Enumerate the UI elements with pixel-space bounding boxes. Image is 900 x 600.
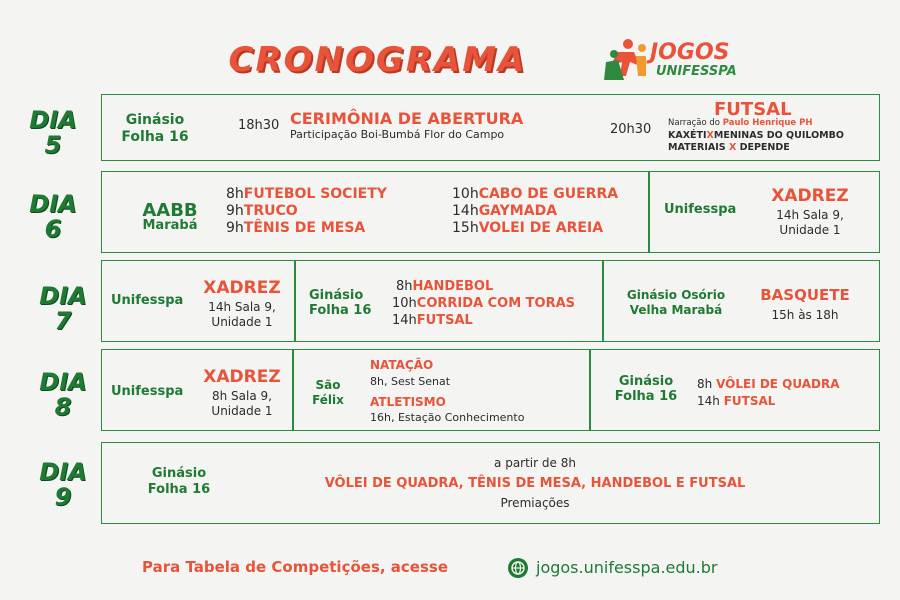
day8-venue-sao-felix: São Félix (312, 378, 344, 407)
day7-basquete-time: 15h às 18h (771, 308, 839, 322)
day5-event-opening: CERIMÔNIA DE ABERTURA (290, 109, 524, 128)
day-label-7: DIA 7 (39, 282, 87, 335)
list-item: 14h FUTSAL (697, 394, 776, 408)
list-item: 10hCORRIDA COM TORAS (392, 296, 576, 311)
day5-time1: 18h30 (238, 118, 280, 133)
divider (292, 349, 294, 431)
divider (648, 171, 650, 253)
day8-venue-ginasio: Ginásio Folha 16 (614, 374, 678, 404)
list-item: 8hHANDEBOL (396, 279, 494, 294)
divider (602, 260, 604, 342)
day6-venue-aabb: AABB Marabá (142, 200, 198, 233)
day7-events (392, 278, 575, 329)
list-item: 14hFUTSAL (392, 313, 473, 328)
list-item: 14hGAYMADA (452, 203, 558, 219)
day8-venue-unifesspa: Unifesspa (111, 384, 184, 399)
day7-event-basquete: BASQUETE (760, 286, 850, 304)
day9-premiacoes: Premiações (500, 496, 570, 510)
day5-time2: 20h30 (610, 122, 652, 137)
footer-website-link[interactable]: jogos.unifesspa.edu.br (536, 558, 718, 577)
day9-time: a partir de 8h (494, 456, 576, 470)
list-item: 10hCABO DE GUERRA (452, 186, 619, 202)
list-item: 8hFUTEBOL SOCIETY (226, 186, 387, 202)
day5-event-opening-sub: Participação Boi-Bumbá Flor do Campo (290, 128, 505, 141)
day6-venue-unifesspa: Unifesspa (664, 202, 737, 217)
day7-venue-ginasio: Ginásio Folha 16 (309, 288, 372, 318)
logo-unifesspa-text: UNIFESSPA (656, 64, 737, 79)
day8-events (697, 376, 840, 410)
day8-natacao-details: 8h, Sest Senat (370, 375, 451, 388)
day9-events: VÔLEI DE QUADRA, TÊNIS DE MESA, HANDEBOL E FUTSAL (324, 476, 746, 491)
day7-venue-unifesspa: Unifesspa (111, 293, 184, 308)
list-item: 9hTRUCO (226, 203, 298, 219)
globe-icon (507, 557, 529, 579)
athletes-icon (600, 36, 650, 84)
day8-event-natacao: NATAÇÃO (370, 358, 434, 372)
day-label-9: DIA 9 (39, 458, 87, 511)
day6-events-col1 (226, 186, 387, 237)
day-label-8: DIA 8 (39, 368, 87, 421)
day6-events-col2 (452, 186, 618, 237)
divider (589, 349, 591, 431)
logo-jogos-text: JOGOS (650, 40, 730, 65)
day9-venue: Ginásio Folha 16 (147, 466, 211, 497)
day7-event-xadrez: XADREZ (203, 278, 281, 298)
day7-xadrez-details: 14h Sala 9, Unidade 1 (208, 300, 276, 329)
day-label-5: DIA 5 (29, 106, 77, 159)
day8-atletismo-details: 16h, Estação Conhecimento (370, 411, 525, 424)
day6-xadrez-details: 14h Sala 9, Unidade 1 (776, 208, 844, 237)
footer-text: Para Tabela de Competições, acesse (142, 558, 449, 576)
day6-event-xadrez: XADREZ (771, 186, 849, 206)
divider (294, 260, 296, 342)
day8-xadrez-details: 8h Sala 9, Unidade 1 (211, 389, 273, 418)
day7-venue-osorio: Ginásio Osório Velha Marabá (626, 288, 726, 317)
list-item: 8h VÔLEI DE QUADRA (697, 377, 840, 391)
day5-venue: Ginásio Folha 16 (121, 112, 189, 145)
day5-narration: Narração do Paulo Henrique PH (668, 118, 813, 128)
page-title: CRONOGRAMA (228, 40, 527, 80)
day5-match1: KAXÉTIXMENINAS DO QUILOMBO (668, 130, 844, 141)
day8-event-atletismo: ATLETISMO (370, 395, 446, 409)
day5-match2: MATERIAIS X DEPENDE (668, 142, 790, 153)
day8-event-xadrez: XADREZ (203, 367, 281, 387)
day-label-6: DIA 6 (29, 190, 77, 243)
jogos-unifesspa-logo (600, 36, 770, 86)
list-item: 15hVOLEI DE AREIA (452, 220, 604, 236)
list-item: 9hTÊNIS DE MESA (226, 220, 366, 236)
day5-event-futsal: FUTSAL (714, 99, 792, 120)
